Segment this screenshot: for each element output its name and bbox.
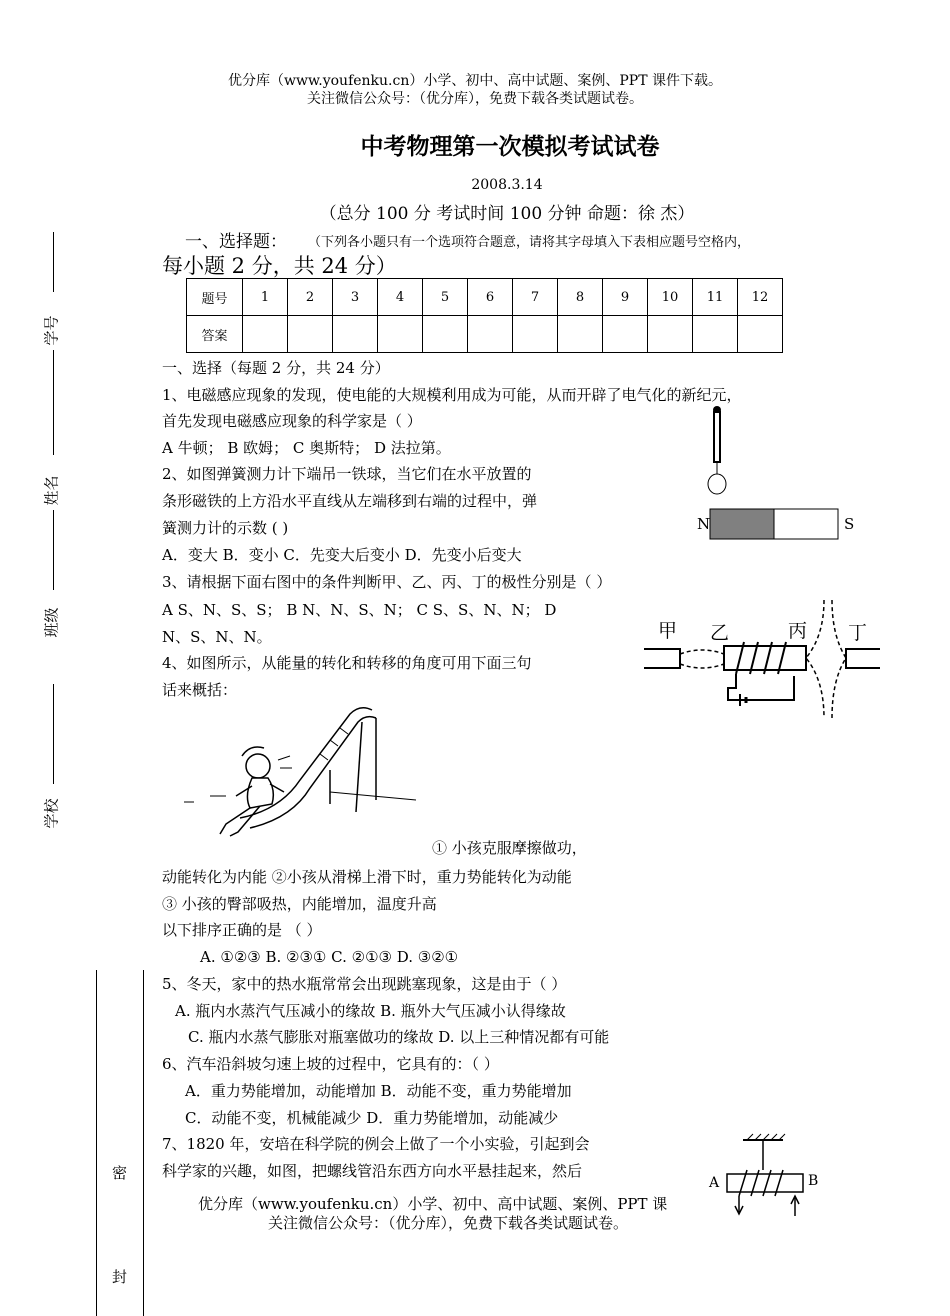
q4-slide-figure — [180, 700, 425, 845]
answer-cell[interactable] — [603, 316, 648, 353]
question-number: 3 — [333, 279, 378, 316]
fig-label-a: A — [709, 1175, 720, 1191]
q2-line3: 簧测力计的示数 ( ) — [162, 519, 289, 537]
slide-leg — [356, 722, 362, 812]
field-line — [680, 650, 724, 654]
table-row-numbers — [187, 279, 783, 316]
answer-table — [186, 278, 783, 353]
question-number: 6 — [468, 279, 513, 316]
label-class: 班级 — [42, 607, 61, 638]
q2-line1: 2、如图弹簧测力计下端吊一铁球，当它们在水平放置的 — [162, 465, 532, 483]
answer-cell[interactable] — [333, 316, 378, 353]
q7-line1: 7、1820 年，安培在科学院的例会上做了一个小实验，引起到会 — [162, 1135, 590, 1153]
q4-options: A. ①②③ B. ②③① C. ②①③ D. ③②① — [200, 948, 459, 966]
motion-lines — [278, 756, 292, 768]
q3-line2: A S、N、S、S； B N、N、S、N； C S、S、N、N； D — [162, 601, 557, 619]
q3-line1: 3、请根据下面右图中的条件判断甲、乙、丙、丁的极性分别是（ ） — [162, 573, 612, 591]
label-yi: 乙 — [710, 622, 730, 644]
table-row-answers — [187, 316, 783, 353]
answer-cell[interactable] — [648, 316, 693, 353]
q4-prompt: 以下排序正确的是 （ ） — [162, 921, 322, 939]
q4-statement-3: ③ 小孩的臀部吸热，内能增加，温度升高 — [162, 895, 437, 913]
magnet-ding — [846, 649, 880, 668]
magnet-s-half — [774, 509, 838, 539]
field-line — [680, 664, 724, 668]
section-note-2: 每小题 2 分，共 24 分） — [162, 254, 397, 278]
q1-options: A 牛顿； B 欧姆； C 奥斯特； D 法拉第。 — [162, 439, 451, 457]
question-number: 10 — [648, 279, 693, 316]
question-number: 4 — [378, 279, 423, 316]
margin-line — [53, 232, 54, 292]
q3-figure — [640, 596, 885, 721]
field-line — [806, 600, 824, 718]
section-heading: 一、选择题： — [185, 232, 287, 252]
label-bing: 丙 — [788, 620, 808, 642]
q6-options-cd: C．动能不变，机械能减少 D．重力势能增加，动能减少 — [185, 1109, 559, 1127]
magnet-s-label: S — [844, 515, 855, 533]
header-line-2: 关注微信公众号：（优分库），免费下载各类试题试卷。 — [307, 91, 643, 107]
margin-line — [53, 350, 54, 455]
child-body — [247, 778, 273, 808]
answer-cell[interactable] — [468, 316, 513, 353]
label-school: 学校 — [42, 798, 61, 829]
q4-line2: 话来概括： — [162, 681, 238, 699]
child-legs — [220, 806, 260, 836]
seal-char-2: 封 — [112, 1268, 128, 1286]
answer-cell[interactable] — [738, 316, 783, 353]
q7-figure — [705, 1132, 825, 1222]
q5-options-ab: A. 瓶内水蒸汽气压减小的缘故 B. 瓶外大气压减小认得缘故 — [175, 1002, 566, 1020]
answer-cell[interactable] — [288, 316, 333, 353]
answer-cell[interactable] — [693, 316, 738, 353]
page-title: 中考物理第一次模拟考试试卷 — [360, 133, 660, 160]
label-student-no: 学号 — [42, 315, 61, 346]
q4-statement-1b: 动能转化为内能 ②小孩从滑梯上滑下时，重力势能转化为动能 — [162, 868, 572, 886]
label-name: 姓名 — [42, 475, 61, 506]
question-number: 5 — [423, 279, 468, 316]
magnet-n-half — [710, 509, 774, 539]
q7-line2: 科学家的兴趣，如图，把螺线管沿东西方向水平悬挂起来，然后 — [162, 1162, 583, 1180]
footer-line-2: 关注微信公众号：（优分库），免费下载各类试题试卷。 — [268, 1214, 629, 1232]
exam-info: （总分 100 分 考试时间 100 分钟 命题：徐 杰） — [319, 204, 695, 224]
field-line — [832, 600, 846, 718]
answer-label: 答案 — [187, 316, 243, 353]
q2-figure — [690, 400, 870, 545]
fig-label-b: B — [808, 1173, 819, 1189]
spring-scale — [714, 412, 720, 462]
section-note: （下列各小题只有一个选项符合题意，请将其字母填入下表相应题号空格内， — [308, 235, 751, 250]
question-number: 11 — [693, 279, 738, 316]
q6-line1: 6、汽车沿斜坡匀速上坡的过程中，它具有的：（ ） — [162, 1055, 499, 1073]
q5-options-cd: C. 瓶内水蒸气膨胀对瓶塞做功的缘故 D. 以上三种情况都有可能 — [188, 1028, 610, 1046]
label-ding: 丁 — [848, 622, 868, 644]
magnet-jia — [644, 649, 680, 668]
seal-line-right — [143, 970, 144, 1316]
q5-line1: 5、冬天，家中的热水瓶常常会出现跳塞现象，这是由于（ ） — [162, 975, 567, 993]
iron-ball — [708, 474, 726, 494]
exam-date: 2008.3.14 — [471, 177, 543, 193]
child-head — [246, 754, 270, 778]
seal-line-left — [96, 970, 97, 1316]
label-jia: 甲 — [658, 620, 678, 642]
answer-cell[interactable] — [378, 316, 423, 353]
q4-statement-1: ① 小孩克服摩擦做功， — [432, 839, 587, 857]
answer-cell[interactable] — [243, 316, 288, 353]
answer-cell[interactable] — [423, 316, 468, 353]
q2-line2: 条形磁铁的上方沿水平直线从左端移到右端的过程中，弹 — [162, 492, 538, 510]
question-number: 9 — [603, 279, 648, 316]
q1-line2: 首先发现电磁感应现象的科学家是（ ） — [162, 412, 422, 430]
answer-cell[interactable] — [513, 316, 558, 353]
table-header-label: 题号 — [187, 279, 243, 316]
answer-cell[interactable] — [558, 316, 603, 353]
q2-options: A．变大 B．变小 C．先变大后变小 D．先变小后变大 — [162, 546, 522, 564]
question-number: 2 — [288, 279, 333, 316]
footer-line-1: 优分库（www.youfenku.cn）小学、初中、高中试题、案例、PPT 课 — [198, 1195, 668, 1213]
q4-line1: 4、如图所示，从能量的转化和转移的角度可用下面三句 — [162, 654, 532, 672]
q1-line1: 1、电磁感应现象的发现，使电能的大规模利用成为可能，从而开辟了电气化的新纪元， — [162, 386, 742, 404]
margin-line — [53, 510, 54, 590]
q6-options-ab: A．重力势能增加，动能增加 B．动能不变，重力势能增加 — [185, 1082, 572, 1100]
question-number: 8 — [558, 279, 603, 316]
margin-line — [53, 684, 54, 784]
seal-char-1: 密 — [112, 1164, 128, 1182]
q3-line3: N、S、N、N。 — [162, 628, 272, 646]
question-number: 12 — [738, 279, 783, 316]
circuit-wire — [728, 674, 794, 700]
section-subheading: 一、选择（每题 2 分，共 24 分） — [162, 359, 390, 377]
magnet-n-label: N — [697, 515, 711, 533]
header-line-1: 优分库（www.youfenku.cn）小学、初中、高中试题、案例、PPT 课件下载。 — [227, 73, 722, 89]
question-number: 1 — [243, 279, 288, 316]
question-number: 7 — [513, 279, 558, 316]
